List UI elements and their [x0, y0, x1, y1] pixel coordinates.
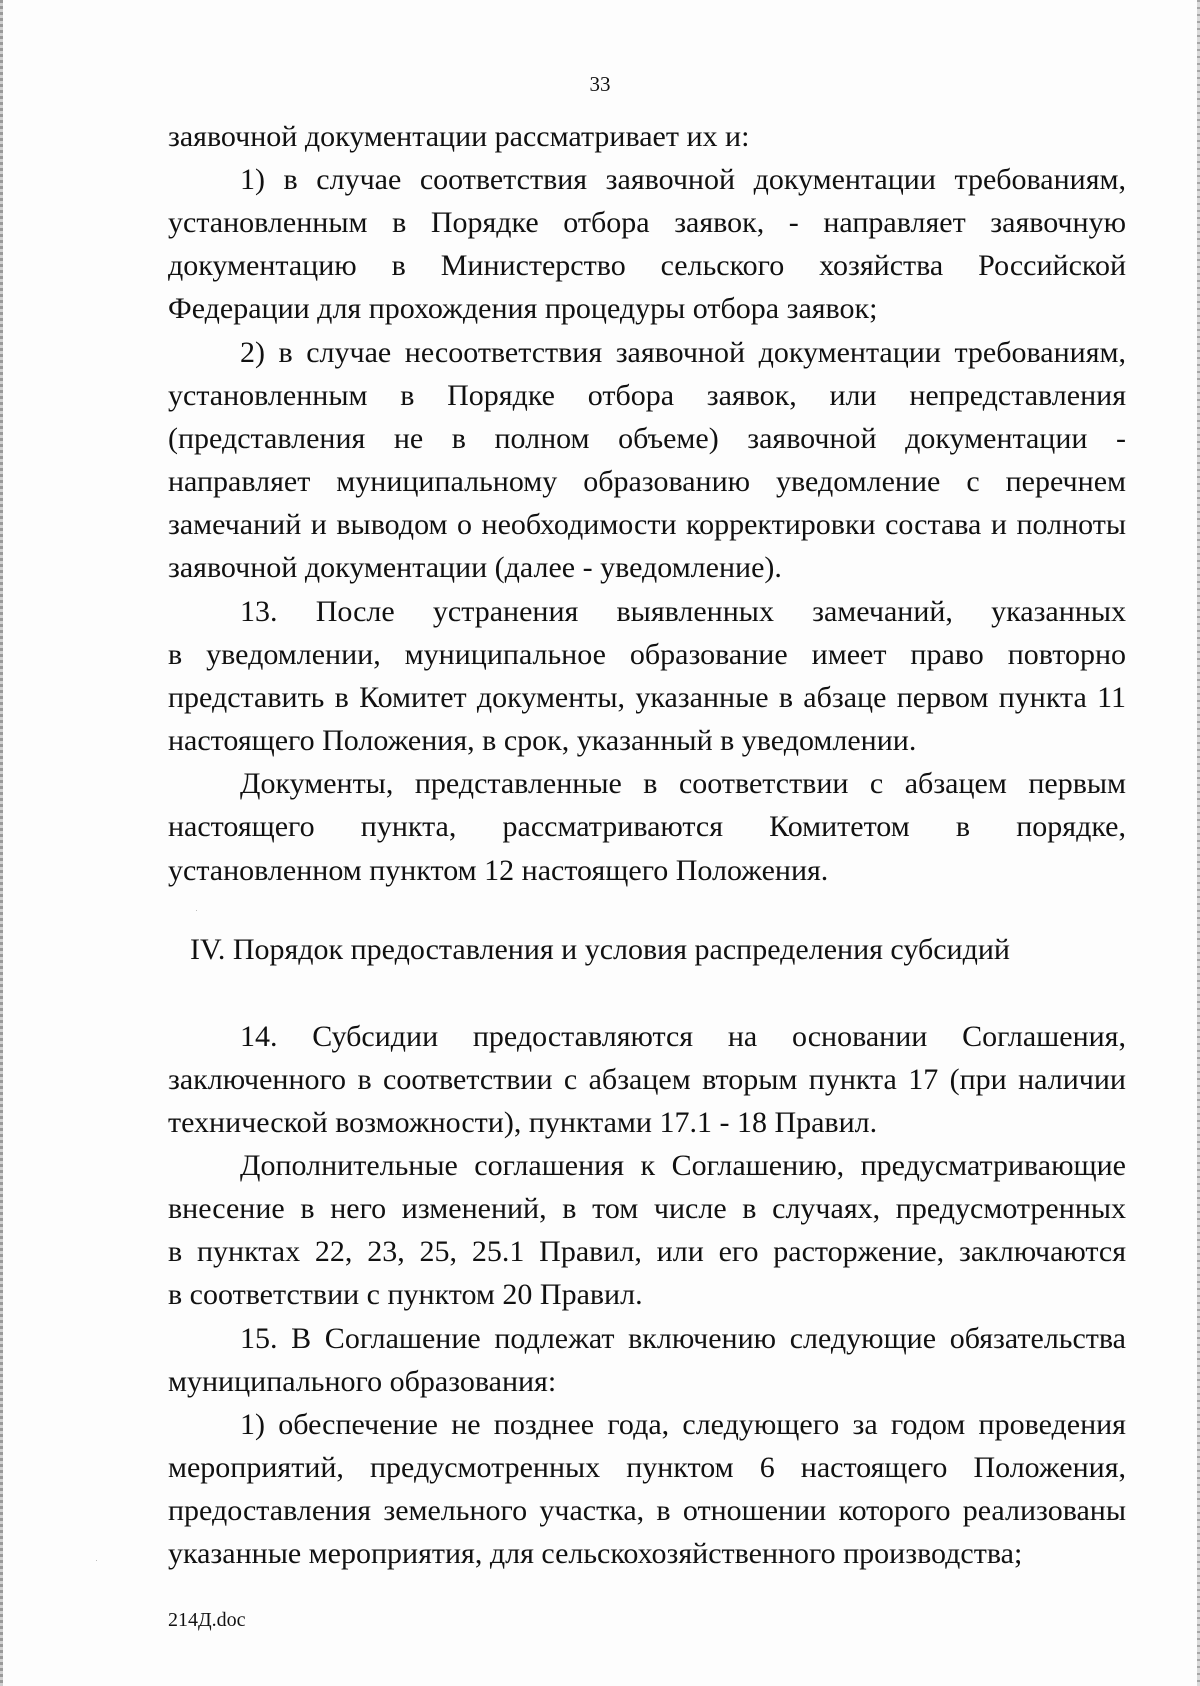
text-line: заключенного в соответствии с абзацем вторым пункта 17 (при наличии [168, 1063, 1126, 1096]
text-line: 2) в случае несоответствия заявочной документации требованиям, [240, 336, 1126, 369]
text-line: установленным в Порядке отбора заявок, - направляет заявочную [168, 206, 1126, 239]
text-line: представить в Комитет документы, указанные в абзаце первом пункта 11 [168, 681, 1126, 714]
section-heading: IV. Порядок предоставления и условия распределения субсидий [190, 933, 1010, 966]
text-line: Дополнительные соглашения к Соглашению, предусматривающие [240, 1149, 1126, 1182]
text-line: (представления не в полном объеме) заявочной документации - [168, 422, 1126, 455]
text-line: 13. После устранения выявленных замечаний, указанных [240, 595, 1126, 628]
text-line: муниципального образования: [168, 1365, 557, 1398]
text-line: внесение в него изменений, в том числе в случаях, предусмотренных [168, 1192, 1126, 1225]
text-line: технической возможности), пунктами 17.1 - 18 Правил. [168, 1106, 878, 1139]
scan-edge-left [0, 0, 3, 1686]
text-line: в уведомлении, муниципальное образование имеет право повторно [168, 638, 1126, 671]
text-line: 15. В Соглашение подлежат включению следующие обязательства [240, 1322, 1126, 1355]
page-number: 33 [589, 72, 611, 96]
scan-speck [96, 1560, 97, 1561]
text-line: предоставления земельного участка, в отношении которого реализованы [168, 1494, 1126, 1527]
text-line: настоящего Положения, в срок, указанный в уведомлении. [168, 724, 917, 757]
text-line: мероприятий, предусмотренных пунктом 6 настоящего Положения, [168, 1451, 1126, 1484]
text-line: Документы, представленные в соответствии с абзацем первым [240, 767, 1126, 800]
text-line: направляет муниципальному образованию уведомление с перечнем [168, 465, 1126, 498]
text-line: 1) обеспечение не позднее года, следующего за годом проведения [240, 1408, 1126, 1441]
text-line: установленным в Порядке отбора заявок, или непредставления [168, 379, 1126, 412]
text-line: заявочной документации (далее - уведомление). [168, 551, 782, 584]
text-line: Федерации для прохождения процедуры отбора заявок; [168, 292, 878, 325]
text-line: в соответствии с пунктом 20 Правил. [168, 1278, 643, 1311]
footer-filename: 214Д.doc [168, 1609, 246, 1631]
text-line: 14. Субсидии предоставляются на основании Соглашения, [240, 1020, 1126, 1053]
text-line: в пунктах 22, 23, 25, 25.1 Правил, или его расторжение, заключаются [168, 1235, 1126, 1268]
text-line: заявочной документации рассматривает их и: [168, 120, 750, 153]
text-line: замечаний и выводом о необходимости корректировки состава и полноты [168, 508, 1126, 541]
text-line: настоящего пункта, рассматриваются Комитетом в порядке, [168, 810, 1126, 843]
text-line: 1) в случае соответствия заявочной документации требованиям, [240, 163, 1126, 196]
scan-speck [196, 910, 197, 911]
text-line: документацию в Министерство сельского хозяйства Российской [168, 249, 1126, 282]
text-line: указанные мероприятия, для сельскохозяйственного производства; [168, 1537, 1023, 1570]
text-line: установленном пунктом 12 настоящего Положения. [168, 854, 829, 887]
